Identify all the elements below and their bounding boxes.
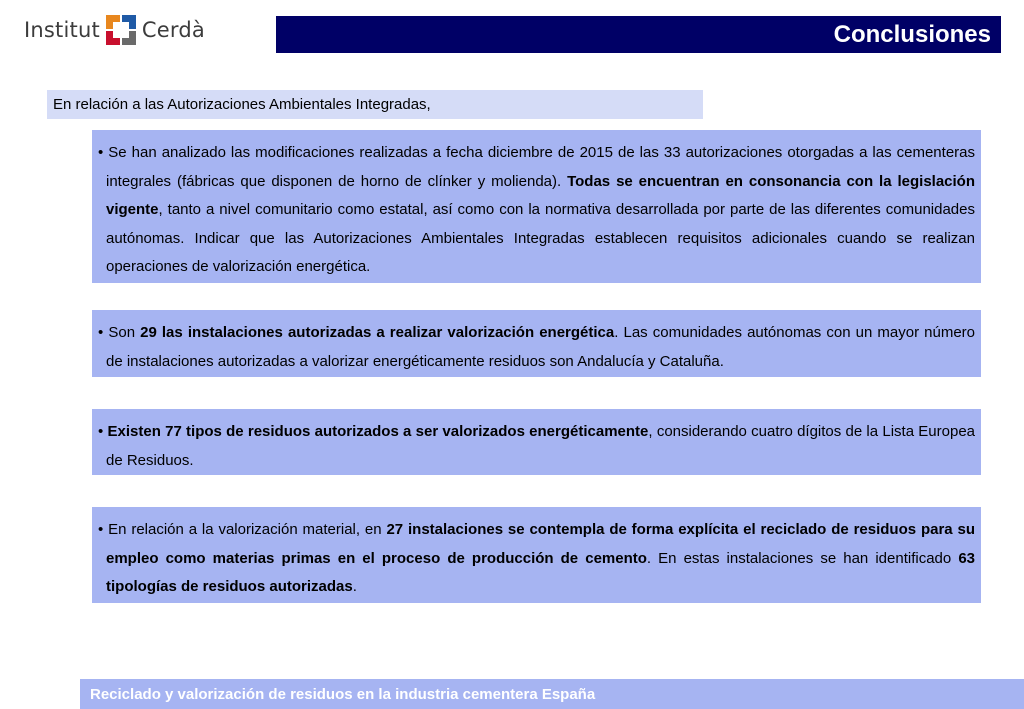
- page-title: Conclusiones: [833, 20, 991, 48]
- institut-cerda-logo: [24, 14, 205, 46]
- bullet-block-1: [92, 130, 981, 283]
- intro-banner: [47, 90, 703, 119]
- bullet-paragraph: • Existen 77 tipos de residuos autorizados a ser valorizados energéticamente, considerando cuatro dígitos de la Lista Europea de Residuos.: [98, 423, 975, 469]
- text-segment: Son: [108, 324, 141, 341]
- footer-banner: [80, 679, 1024, 709]
- text-segment-bold: Todas se encuentran en consonancia con la legislación vigente: [106, 172, 976, 218]
- bullet-paragraph: • En relación a la valorización material, en 27 instalaciones se contempla de forma explícita el reciclado de residuos para su empleo como materias primas en el proceso de producción de cemento. En estas instalaciones se han identificado 63 tipologías de residuos autorizadas.: [98, 521, 976, 595]
- footer-text: Reciclado y valorización de residuos en la industria cementera España: [90, 685, 596, 703]
- text-segment-bold: 29 las instalaciones autorizadas a realizar valorización energética: [140, 324, 615, 341]
- text-segment-bold: 27 instalaciones se contempla de forma explícita el reciclado de residuos para su empleo como materias primas en el proceso de producción de cemento: [106, 521, 976, 567]
- text-segment-bold: 63 tipologías de residuos autorizadas: [106, 549, 975, 595]
- bullet-paragraph: • Se han analizado las modificaciones realizadas a fecha diciembre de 2015 de las 33 autorizaciones otorgadas a las cementeras integrales (fábricas que disponen de horno de clínker y molienda). Todas se encuentran en consonancia con la legislación vigente, tanto a nivel comunitario como estatal, así como con la normativa desarrollada por parte de las diferentes comunidades autónomas. Indicar que las Autorizaciones Ambientales Integradas establecen requisitos adicionales cuando se realizan operaciones de valorización energética.: [98, 144, 976, 275]
- text-segment: , tanto a nivel comunitario como estatal, así como con la normativa desarrollada por parte de las diferentes comunidades autónomas. Indicar que las Autorizaciones Ambientales Integradas establecen requisitos adicionales cuando se realizan operaciones de valorización energética.: [106, 201, 975, 275]
- text-segment: , considerando cuatro dígitos de la Lista Europea de Residuos.: [106, 423, 975, 469]
- text-segment: . Las comunidades autónomas con un mayor número de instalaciones autorizadas a valorizar energéticamente residuos son Andalucía y Cataluña.: [106, 324, 976, 370]
- logo-mark-icon: [106, 15, 136, 45]
- text-segment: Se han analizado las modificaciones realizadas a fecha diciembre de 2015 de las 33 autorizaciones otorgadas a las cementeras integrales (fábricas que disponen de horno de clínker y molienda).: [106, 144, 975, 190]
- bullet-block-4: [92, 507, 981, 603]
- text-segment: En relación a la valorización material, en: [108, 521, 387, 538]
- title-bar: [276, 16, 1001, 53]
- logo-text-right: Cerdà: [141, 18, 205, 42]
- text-segment: . En estas instalaciones se han identificado: [646, 549, 959, 567]
- bullet-block-3: [92, 409, 981, 475]
- bullet-block-2: [92, 310, 981, 377]
- intro-text: En relación a las Autorizaciones Ambientales Integradas,: [53, 96, 431, 113]
- text-segment-bold: Existen 77 tipos de residuos autorizados a ser valorizados energéticamente: [107, 423, 649, 440]
- text-segment: .: [352, 578, 357, 595]
- logo-text-left: Institut: [24, 18, 100, 42]
- bullet-paragraph: • Son 29 las instalaciones autorizadas a realizar valorización energética. Las comunidades autónomas con un mayor número de instalaciones autorizadas a valorizar energéticamente residuos son Andalucía y Cataluña.: [98, 324, 976, 370]
